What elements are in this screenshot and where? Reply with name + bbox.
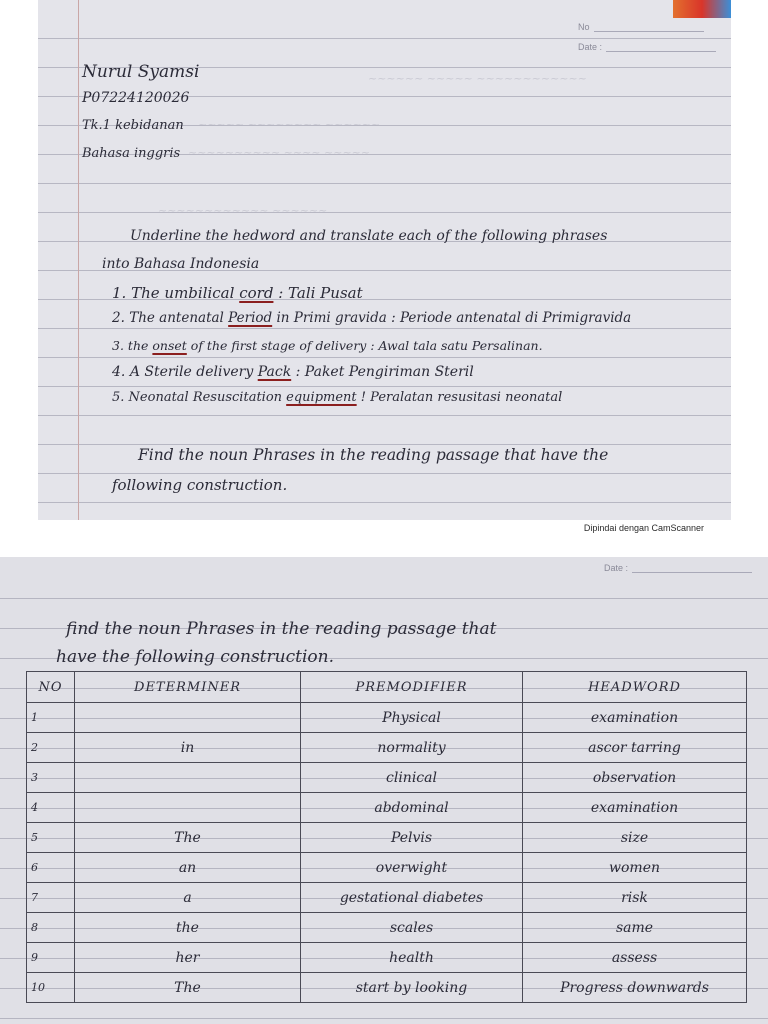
phrase-number: 3. [112,338,124,353]
no-field [578,22,704,32]
determiner-cell: The [75,973,301,1003]
table-row [27,883,747,913]
determiner-cell: the [75,913,301,943]
header-no: NO [27,672,75,703]
phrase-item [112,284,363,302]
date-label: Date : [604,563,629,573]
scanner-caption: Dipindai dengan CamScanner [583,523,704,533]
premodifier-cell: abdominal [301,793,523,823]
noun-phrase-table [26,671,747,1003]
row-number: 4 [27,793,75,823]
table-row [27,943,747,973]
table-row [27,793,747,823]
phrase-translation: : Tali Pusat [278,284,363,302]
headword-cell: examination [523,703,747,733]
premodifier-cell: clinical [301,763,523,793]
row-number: 2 [27,733,75,763]
scanned-page-2 [0,557,768,1024]
instruction-1-line-1: Underline the hedword and translate each of the following phrases [130,228,608,244]
headword-cell: observation [523,763,747,793]
premodifier-cell: normality [301,733,523,763]
premodifier-cell: gestational diabetes [301,883,523,913]
determiner-cell [75,703,301,733]
phrase-headword: equipment [286,390,357,405]
phrase-item [112,390,562,405]
phrase-translation: in Primi gravida : Periode antenatal di Primigravida [276,310,632,326]
table-row [27,913,747,943]
determiner-cell: her [75,943,301,973]
premodifier-cell: Physical [301,703,523,733]
phrase-text: A Sterile delivery [129,364,254,380]
margin-line [78,0,79,520]
headword-cell: Progress downwards [523,973,747,1003]
header-determiner: DETERMINER [75,672,301,703]
header-premodifier: PREMODIFIER [301,672,523,703]
determiner-cell [75,763,301,793]
bleed-through-text: ~~~~~ ~~~~~~~~ ~~~~~~ [198,118,381,131]
table-row [27,853,747,883]
bleed-through-text: ~~~~~~~~~~ ~~~~ ~~~~~ [188,146,371,159]
row-number: 5 [27,823,75,853]
phrase-headword: onset [152,338,187,353]
header-headword: HEADWORD [523,672,747,703]
headword-cell: size [523,823,747,853]
row-number: 8 [27,913,75,943]
phrase-translation: ! Peralatan resusitasi neonatal [360,390,563,405]
premodifier-cell: Pelvis [301,823,523,853]
premodifier-cell: start by looking [301,973,523,1003]
phrase-number: 4. [112,364,126,380]
phrase-headword: cord [239,284,274,302]
determiner-cell: in [75,733,301,763]
bleed-through-text: ~~~~~~ ~~~~~ ~~~~~~~~~~~~ [368,72,587,85]
row-number: 3 [27,763,75,793]
student-program: Tk.1 kebidanan [82,118,184,133]
student-id: P07224120026 [82,90,190,106]
date-label: Date : [578,42,603,52]
table-row [27,973,747,1003]
row-number: 6 [27,853,75,883]
headword-cell: women [523,853,747,883]
phrase-item [112,364,474,380]
premodifier-cell: health [301,943,523,973]
premodifier-cell: scales [301,913,523,943]
determiner-cell: an [75,853,301,883]
phrase-item [112,310,631,326]
table-header-row [27,672,747,703]
date-field [604,563,752,573]
headword-cell: same [523,913,747,943]
phrase-number: 5. [112,390,125,405]
bleed-through-text: ~~~~~~~~~~~~ ~~~~~~ [158,204,328,217]
phrase-translation: : Paket Pengiriman Steril [295,364,474,380]
phrase-item [112,338,543,353]
headword-cell: risk [523,883,747,913]
table-row [27,823,747,853]
student-name: Nurul Syamsi [82,62,200,82]
torn-corner-strip [673,0,731,18]
instruction-2-line-1: Find the noun Phrases in the reading passage that have the [138,446,609,464]
table-row [27,733,747,763]
student-subject: Bahasa inggris [82,146,181,161]
premodifier-cell: overwight [301,853,523,883]
determiner-cell: a [75,883,301,913]
row-number: 7 [27,883,75,913]
instruction-2-line-2: following construction. [112,476,288,494]
row-number: 1 [27,703,75,733]
phrase-headword: Period [228,310,273,326]
headword-cell: assess [523,943,747,973]
table-row [27,703,747,733]
no-label: No [578,22,590,32]
phrase-number: 1. [112,284,127,302]
determiner-cell [75,793,301,823]
phrase-text: The antenatal [129,310,224,326]
row-number: 9 [27,943,75,973]
headword-cell: ascor tarring [523,733,747,763]
phrase-text: The umbilical [131,284,235,302]
determiner-cell: The [75,823,301,853]
date-field [578,42,716,52]
table-row [27,763,747,793]
headword-cell: examination [523,793,747,823]
table-heading-line-2: have the following construction. [56,647,334,667]
phrase-text: Neonatal Resuscitation [128,390,283,405]
phrase-headword: Pack [257,364,292,380]
phrase-number: 2. [112,310,125,326]
table-heading-line-1: find the noun Phrases in the reading passage that [66,619,497,639]
phrase-translation: of the first stage of delivery : Awal tala satu Persalinan. [190,338,543,353]
scanned-page-1 [38,0,731,520]
row-number: 10 [27,973,75,1003]
instruction-1-line-2: into Bahasa Indonesia [102,256,260,272]
phrase-text: the [127,338,149,353]
